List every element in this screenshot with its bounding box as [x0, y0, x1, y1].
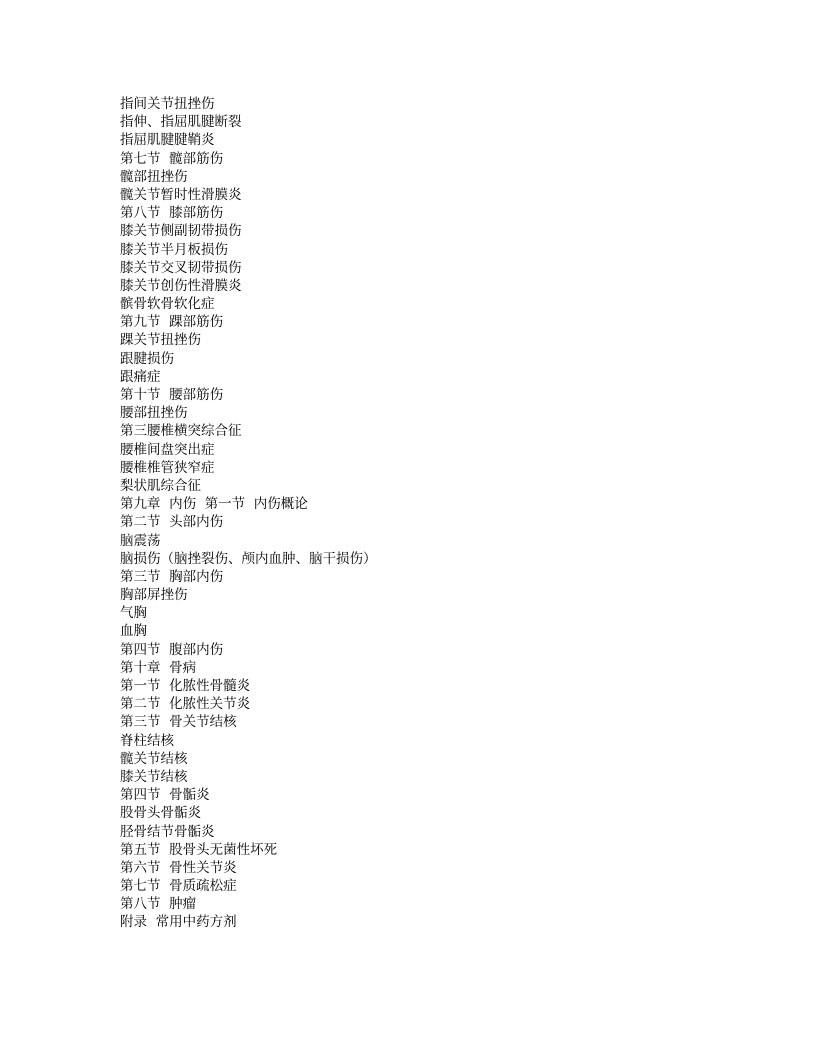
toc-section-heading: 第十节 腰部筋伤: [120, 387, 224, 403]
toc-line: 血胸: [120, 623, 147, 640]
toc-section-heading: 第七节 髋部筋伤: [120, 150, 224, 167]
toc-chapter-heading: 第十章 骨病: [120, 659, 197, 676]
toc-line: 膝关节交叉韧带损伤: [120, 259, 242, 276]
toc-section-heading: 第六节 骨性关节炎: [120, 859, 237, 876]
toc-line: 胫骨结节骨骺炎: [120, 823, 215, 840]
toc-line: 脊柱结核: [120, 732, 174, 749]
toc-section-heading: 第二节 化脓性关节炎: [120, 696, 251, 713]
toc-line: 跟腱损伤: [120, 350, 174, 367]
toc-section-heading: 第五节 股骨头无菌性坏死: [120, 841, 278, 858]
toc-section-heading: 第一节 化脓性骨髓炎: [120, 678, 251, 694]
toc-chapter-heading: 第九章 内伤 第一节 内伤概论: [120, 496, 308, 513]
table-of-contents: [120, 95, 377, 932]
toc-line: 膝关节结核: [120, 768, 188, 785]
toc-section-heading: 第八节 肿瘤: [120, 896, 197, 913]
toc-section-heading: 第二节 头部内伤: [120, 514, 224, 531]
toc-section-heading: 第三节 骨关节结核: [120, 714, 237, 731]
toc-line: 脑震荡: [120, 532, 161, 549]
toc-line: 脑损伤（脑挫裂伤、颅内血肿、脑干损伤）: [120, 550, 377, 567]
toc-section-heading: 第四节 骨骺炎: [120, 787, 210, 804]
toc-line: 指间关节扭挫伤: [120, 96, 215, 112]
toc-line: 膝关节半月板损伤: [120, 241, 228, 258]
toc-line: 踝关节扭挫伤: [120, 332, 201, 349]
toc-line: 股骨头骨骺炎: [120, 805, 201, 822]
toc-line: 指屈肌腱腱鞘炎: [120, 132, 215, 149]
toc-section-heading: 第七节 骨质疏松症: [120, 878, 237, 895]
toc-section-heading: 第八节 膝部筋伤: [120, 205, 224, 222]
toc-line: 膝关节侧副韧带损伤: [120, 223, 242, 240]
toc-line: 气胸: [120, 605, 147, 622]
toc-appendix-heading: 附录 常用中药方剂: [120, 914, 237, 931]
toc-line: 指伸、指屈肌腱断裂: [120, 114, 242, 131]
toc-section-heading: 第九节 踝部筋伤: [120, 314, 224, 331]
toc-line: 胸部屏挫伤: [120, 587, 188, 604]
toc-line: 膝关节创伤性滑膜炎: [120, 277, 242, 294]
toc-line: 梨状肌综合征: [120, 477, 201, 494]
toc-line: 跟痛症: [120, 368, 161, 385]
toc-line: 髋关节暂时性滑膜炎: [120, 186, 242, 203]
toc-line: 腰部扭挫伤: [120, 405, 188, 422]
toc-line: 髋部扭挫伤: [120, 168, 188, 185]
toc-line: 腰椎间盘突出症: [120, 441, 215, 458]
toc-section-heading: 第三节 胸部内伤: [120, 568, 224, 585]
toc-line: 腰椎椎管狭窄症: [120, 459, 215, 476]
toc-section-heading: 第四节 腹部内伤: [120, 641, 224, 658]
toc-line: 髌骨软骨软化症: [120, 296, 215, 313]
toc-line: 髋关节结核: [120, 750, 188, 767]
toc-line: 第三腰椎横突综合征: [120, 423, 242, 440]
